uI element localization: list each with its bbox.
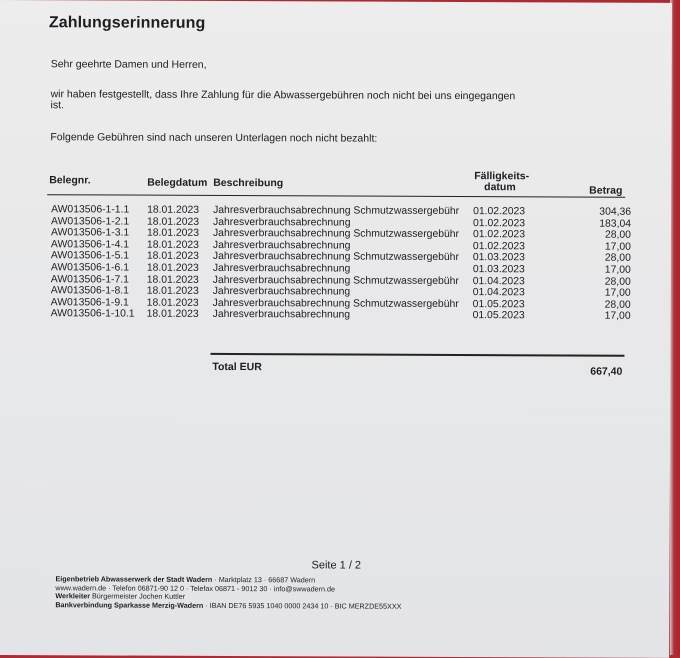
cell-belegnr: AW013506-1-10.1 (50, 308, 135, 320)
column-header-betrag: Betrag (589, 184, 623, 197)
cell-betrag: 17,00 (604, 241, 631, 253)
cell-betrag: 183,04 (599, 218, 632, 230)
cell-faellig: 01.04.2023 (472, 275, 525, 287)
footer-bank-details: · IBAN DE76 5935 1040 0000 2434 10 · BIC MERZDE55XXX (205, 600, 402, 611)
footer-contact: www.wadern.de · Telefon 06871-90 12 0 · Telefax 06871 - 9012 30 · info@swwadern.de (55, 582, 335, 594)
cell-faellig: 01.02.2023 (472, 229, 526, 241)
cell-datum: 18.01.2023 (146, 297, 199, 309)
cell-datum: 18.01.2023 (146, 262, 199, 274)
cell-beschreibung: Jahresverbrauchsabrechnung (213, 216, 351, 229)
cell-belegnr: AW013506-1-4.1 (50, 239, 130, 251)
cell-beschreibung: Jahresverbrauchsabrechnung Schmutzwassergebühr (212, 274, 459, 287)
cell-betrag: 17,00 (604, 264, 631, 276)
cell-faellig: 01.03.2023 (472, 264, 525, 276)
cell-betrag: 28,00 (604, 276, 631, 288)
cell-belegnr: AW013506-1-3.1 (50, 227, 130, 239)
footer (55, 575, 401, 611)
cell-belegnr: AW013506-1-5.1 (50, 250, 130, 262)
cell-belegnr: AW013506-1-2.1 (51, 215, 130, 228)
footer-manager-label: Werkleiter (55, 591, 91, 601)
column-header-belegnr: Belegnr. (49, 174, 91, 187)
total-label: Total EUR (212, 360, 262, 374)
total-divider (210, 353, 624, 357)
cell-betrag: 28,00 (604, 229, 632, 241)
cell-datum: 18.01.2023 (146, 308, 199, 321)
cell-faellig: 01.05.2023 (472, 310, 525, 322)
intro-line-2: ist. (50, 99, 64, 112)
cell-datum: 18.01.2023 (146, 285, 199, 298)
cell-belegnr: AW013506-1-9.1 (50, 296, 129, 309)
cell-faellig: 01.02.2023 (473, 217, 526, 229)
cell-belegnr: AW013506-1-1.1 (51, 204, 130, 216)
footer-address: · Marktplatz 13 · 66687 Wadern (214, 574, 316, 585)
list-intro: Folgende Gebühren sind nach unseren Unterlagen noch nicht bezahlt: (50, 131, 378, 145)
cell-datum: 18.01.2023 (146, 239, 199, 251)
cell-betrag: 17,00 (604, 287, 631, 299)
footer-line-4 (55, 601, 401, 611)
letter-title: Zahlungserinnerung (48, 14, 206, 32)
column-header-faelligkeit-1: Fälligkeits- (474, 170, 530, 183)
cell-beschreibung: Jahresverbrauchsabrechnung (212, 239, 351, 252)
cell-datum: 18.01.2023 (146, 251, 199, 263)
cell-datum: 18.01.2023 (146, 227, 200, 240)
cell-betrag: 17,00 (604, 310, 631, 323)
cell-beschreibung: Jahresverbrauchsabrechnung Schmutzwassergebühr (213, 204, 460, 218)
cell-beschreibung: Jahresverbrauchsabrechnung Schmutzwassergebühr (212, 297, 459, 310)
cell-datum: 18.01.2023 (147, 204, 200, 216)
cell-faellig: 01.02.2023 (473, 206, 526, 218)
cell-faellig: 01.02.2023 (472, 240, 525, 253)
cell-datum: 18.01.2023 (146, 274, 199, 286)
cell-beschreibung: Jahresverbrauchsabrechnung (212, 286, 351, 298)
footer-company: Eigenbetrieb Abwasserwerk der Stadt Wadern (55, 574, 213, 584)
cell-faellig: 01.04.2023 (472, 287, 525, 299)
intro-line-1: wir haben festgestellt, dass Ihre Zahlung für die Abwassergebühren noch nicht bei uns eingegangen (50, 88, 516, 103)
cell-belegnr: AW013506-1-6.1 (50, 262, 130, 274)
column-header-faelligkeit-2: datum (484, 181, 516, 194)
cell-betrag: 28,00 (604, 299, 631, 311)
header-divider (47, 194, 625, 198)
cell-betrag: 28,00 (604, 253, 631, 265)
cell-belegnr: AW013506-1-7.1 (50, 273, 129, 286)
cell-belegnr: AW013506-1-8.1 (50, 285, 129, 297)
cell-datum: 18.01.2023 (147, 216, 200, 228)
column-header-belegdatum: Belegdatum (147, 176, 208, 189)
cell-faellig: 01.05.2023 (472, 298, 525, 311)
total-value: 667,40 (590, 365, 623, 378)
cell-beschreibung: Jahresverbrauchsabrechnung (212, 309, 351, 321)
page-number: Seite 1 / 2 (311, 559, 362, 572)
cell-betrag: 304,36 (599, 206, 632, 218)
column-header-beschreibung: Beschreibung (213, 176, 284, 190)
cell-beschreibung: Jahresverbrauchsabrechnung Schmutzwassergebühr (212, 228, 460, 241)
invoice-table (51, 204, 632, 322)
cell-beschreibung: Jahresverbrauchsabrechnung (212, 262, 351, 275)
cell-faellig: 01.03.2023 (472, 252, 525, 264)
footer-manager: Bürgermeister Jochen Kuttler (92, 591, 186, 602)
footer-bank-label: Bankverbindung Sparkasse Merzig-Wadern (55, 600, 204, 610)
cell-beschreibung: Jahresverbrauchsabrechnung Schmutzwassergebühr (212, 251, 459, 264)
salutation: Sehr geehrte Damen und Herren, (50, 58, 207, 71)
table-row (51, 309, 631, 323)
